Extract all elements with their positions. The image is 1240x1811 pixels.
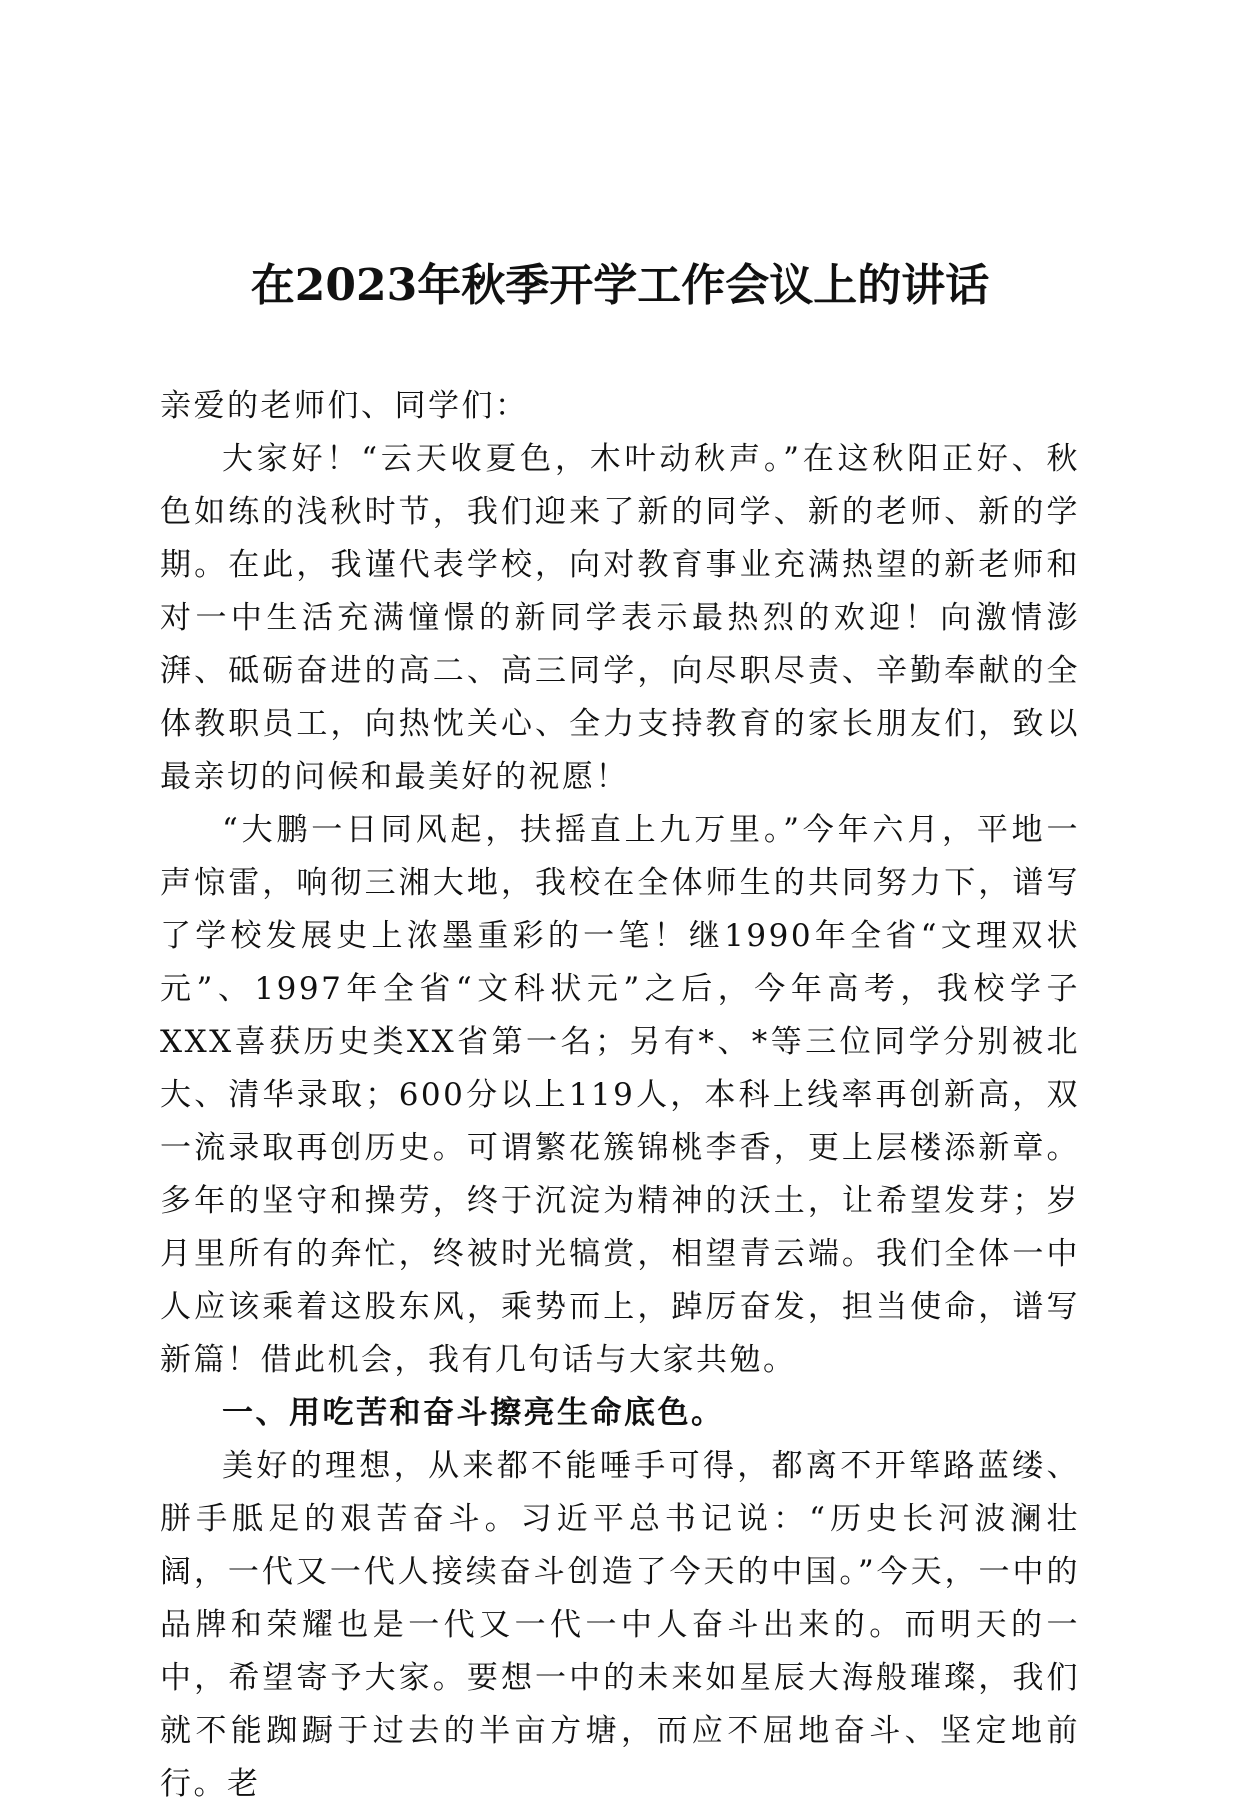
salutation: 亲爱的老师们、同学们： <box>160 388 529 424</box>
section-heading: 一、用吃苦和奋斗擦亮生命底色。 <box>222 1395 725 1431</box>
paragraph-greeting: 大家好！“云天收夏色，木叶动秋声。”在这秋阳正好、秋色如练的浅秋时节，我们迎来了新的同学、新的老师、新的学期。在此，我谨代表学校，向对教育事业充满热望的新老师和对一中生活充满憧憬的新同学表示最热烈的欢迎！向激情澎湃、砥砺奋进的高二、高三同学，向尽职尽责、辛勤奉献的全体教职员工，向热忱关心、全力支持教育的家长朋友们，致以最亲切的问候和最美好的祝愿！ <box>160 441 1080 795</box>
paragraph-achievements: “大鹏一日同风起，扶摇直上九万里。”今年六月，平地一声惊雷，响彻三湘大地，我校在全体师生的共同努力下，谱写了学校发展史上浓墨重彩的一笔！继1990年全省“文理双状元”、1997年全省“文科状元”之后，今年高考，我校学子XXX喜获历史类XX省第一名；另有*、*等三位同学分别被北大、清华录取；600分以上119人，本科上线率再创新高，双一流录取再创历史。可谓繁花簇锦桃李香，更上层楼添新章。多年的坚守和操劳，终于沉淀为精神的沃土，让希望发芽；岁月里所有的奔忙，终被时光犒赏，相望青云端。我们全体一中人应该乘着这股东风，乘势而上，踔厉奋发，担当使命，谱写新篇！借此机会，我有几句话与大家共勉。 <box>160 812 1080 1378</box>
document-body <box>160 380 1080 1811</box>
section-paragraph: 美好的理想，从来都不能唾手可得，都离不开筚路蓝缕、胼手胝足的艰苦奋斗。习近平总书记说：“历史长河波澜壮阔，一代又一代人接续奋斗创造了今天的中国。”今天，一中的品牌和荣耀也是一代又一代一中人奋斗出来的。而明天的一中，希望寄予大家。要想一中的未来如星辰大海般璀璨，我们就不能踟蹰于过去的半亩方塘，而应不屈地奋斗、坚定地前行。老 <box>160 1448 1080 1802</box>
document-title: 在2023年秋季开学工作会议上的讲话 <box>250 260 990 311</box>
